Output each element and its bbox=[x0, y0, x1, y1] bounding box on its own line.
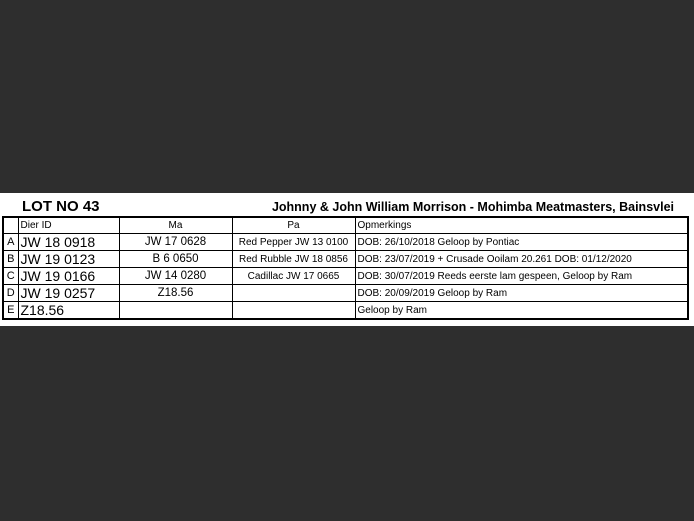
ma-cell: Z18.56 bbox=[119, 285, 232, 302]
opmerkings-cell: DOB: 30/07/2019 Reeds eerste lam gespeen, Geloop by Ram bbox=[355, 268, 688, 285]
row-letter: B bbox=[3, 251, 18, 268]
owner-title: Johnny & John William Morrison - Mohimba Meatmasters, Bainsvlei bbox=[271, 200, 674, 214]
pa-cell bbox=[232, 302, 355, 320]
pa-cell: Cadillac JW 17 0665 bbox=[232, 268, 355, 285]
lot-title: LOT NO 43 bbox=[22, 198, 100, 215]
header-dier-id: Dier ID bbox=[18, 217, 119, 234]
dier-id-cell: JW 19 0257 bbox=[18, 285, 119, 302]
table-row bbox=[3, 285, 688, 302]
table-row bbox=[3, 251, 688, 268]
table-row bbox=[3, 302, 688, 320]
opmerkings-cell: DOB: 23/07/2019 + Crusade Ooilam 20.261 DOB: 01/12/2020 bbox=[355, 251, 688, 268]
row-letter: E bbox=[3, 302, 18, 320]
opmerkings-cell: DOB: 26/10/2018 Geloop by Pontiac bbox=[355, 234, 688, 251]
opmerkings-cell: Geloop by Ram bbox=[355, 302, 688, 320]
lot-table bbox=[2, 216, 689, 320]
header-opmerkings: Opmerkings bbox=[355, 217, 688, 234]
row-letter: D bbox=[3, 285, 18, 302]
dier-id-cell: JW 19 0166 bbox=[18, 268, 119, 285]
row-letter: C bbox=[3, 268, 18, 285]
header-ma: Ma bbox=[119, 217, 232, 234]
dier-id-cell: JW 19 0123 bbox=[18, 251, 119, 268]
lot-sheet bbox=[0, 193, 694, 326]
ma-cell: JW 17 0628 bbox=[119, 234, 232, 251]
dier-id-cell: Z18.56 bbox=[18, 302, 119, 320]
pa-cell: Red Pepper JW 13 0100 bbox=[232, 234, 355, 251]
opmerkings-cell: DOB: 20/09/2019 Geloop by Ram bbox=[355, 285, 688, 302]
ma-cell bbox=[119, 302, 232, 320]
header-letter bbox=[3, 217, 18, 234]
ma-cell: B 6 0650 bbox=[119, 251, 232, 268]
table-row bbox=[3, 268, 688, 285]
ma-cell: JW 14 0280 bbox=[119, 268, 232, 285]
table-header-row bbox=[3, 217, 688, 234]
pa-cell bbox=[232, 285, 355, 302]
pa-cell: Red Rubble JW 18 0856 bbox=[232, 251, 355, 268]
lot-header bbox=[0, 193, 694, 215]
dier-id-cell: JW 18 0918 bbox=[18, 234, 119, 251]
row-letter: A bbox=[3, 234, 18, 251]
table-row bbox=[3, 234, 688, 251]
header-pa: Pa bbox=[232, 217, 355, 234]
